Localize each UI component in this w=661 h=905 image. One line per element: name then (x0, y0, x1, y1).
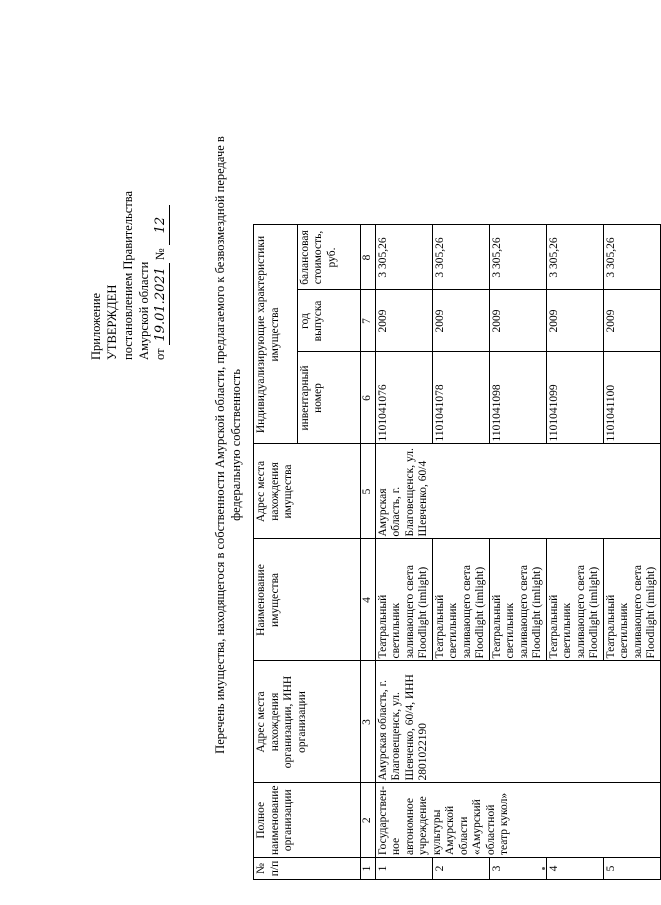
col-number-2: 2 (361, 783, 376, 858)
org-address-cell: Амурская область, г. Благовещенск, ул. Шевченко, 60/4, ИНН 2801022190 (375, 661, 660, 783)
item-name-cell: Театральный светильник заливающего света Floodlight (imlight) (432, 539, 489, 661)
approval-date: 19.01.2021 (153, 263, 170, 345)
inventory-cell: 1101041076 (375, 352, 432, 444)
column-number-row (361, 225, 376, 880)
document-title (212, 45, 244, 845)
item-name-cell: Театральный светильник заливающего света Floodlight (imlight) (603, 539, 660, 661)
item-address-cell: Амурская область, г. Благовещенск, ул. Шевченко, 60/4 (375, 444, 660, 539)
value-cell: 3 305,26 (432, 225, 489, 290)
header-org-address: Адрес места нахождения организации, ИНН организации (254, 661, 361, 783)
header-item-address: Адрес места нахождения имущества (254, 444, 361, 539)
approval-line-approved: УТВЕРЖДЕН (105, 284, 119, 360)
col-number-3: 3 (361, 661, 376, 783)
row-num: 3 (489, 858, 546, 880)
row-num: 5 (603, 858, 660, 880)
row-num: 2 (432, 858, 489, 880)
header-year: год выпуска (297, 290, 360, 352)
header-item-name: Наименование имущества (254, 539, 361, 661)
col-number-7: 7 (361, 290, 376, 352)
approval-date-line (152, 140, 170, 360)
year-cell: 2009 (603, 290, 660, 352)
title-line-1: Перечень имущества, находящегося в собственности Амурской области, предлагаемого к безвозмездной передаче в (213, 136, 227, 754)
approval-line-appendix: Приложение (89, 292, 103, 360)
property-table (253, 225, 661, 881)
approval-line-region: Амурской области (137, 261, 151, 360)
from-label: от (153, 348, 167, 360)
inventory-cell: 1101041099 (546, 352, 603, 444)
inventory-cell: 1101041100 (603, 352, 660, 444)
value-cell: 3 305,26 (603, 225, 660, 290)
col-number-8: 8 (361, 225, 376, 290)
title-line-2: федеральную собственность (229, 369, 243, 521)
col-number-1: 1 (361, 858, 376, 880)
item-name-cell: Театральный светильник заливающего света Floodlight (imlight) (489, 539, 546, 661)
year-cell: 2009 (432, 290, 489, 352)
col-number-6: 6 (361, 352, 376, 444)
year-cell: 2009 (489, 290, 546, 352)
header-num: № п/п (254, 858, 361, 880)
row-num: 1 (375, 858, 432, 880)
col-number-4: 4 (361, 539, 376, 661)
approval-number: 12 (153, 205, 170, 245)
item-name-cell: Театральный светильник заливающего света Floodlight (imlight) (546, 539, 603, 661)
item-name-cell: Театральный светильник заливающего света Floodlight (imlight) (375, 539, 432, 661)
col-number-5: 5 (361, 444, 376, 539)
header-characteristics: Индивидуализирующие характеристики имущества (254, 225, 298, 444)
table-row (375, 225, 432, 880)
approval-line-resolution: постановлением Правительства (121, 190, 135, 360)
year-cell: 2009 (375, 290, 432, 352)
row-num: 4 (546, 858, 603, 880)
header-inventory: инвентарный номер (297, 352, 360, 444)
inventory-cell: 1101041098 (489, 352, 546, 444)
value-cell: 3 305,26 (375, 225, 432, 290)
header-org-name: Полное наименование организации (254, 783, 361, 858)
value-cell: 3 305,26 (546, 225, 603, 290)
header-row-1 (254, 225, 298, 880)
inventory-cell: 1101041078 (432, 352, 489, 444)
approval-block (88, 140, 170, 360)
header-value: балансовая стоимость, руб. (297, 225, 360, 290)
value-cell: 3 305,26 (489, 225, 546, 290)
year-cell: 2009 (546, 290, 603, 352)
org-name-cell: Государствен-ное автономное учреждение культуры Амурской области «Амурский областной театр кукол» (375, 783, 660, 858)
scan-speck (542, 867, 545, 870)
number-label: № (153, 248, 167, 261)
